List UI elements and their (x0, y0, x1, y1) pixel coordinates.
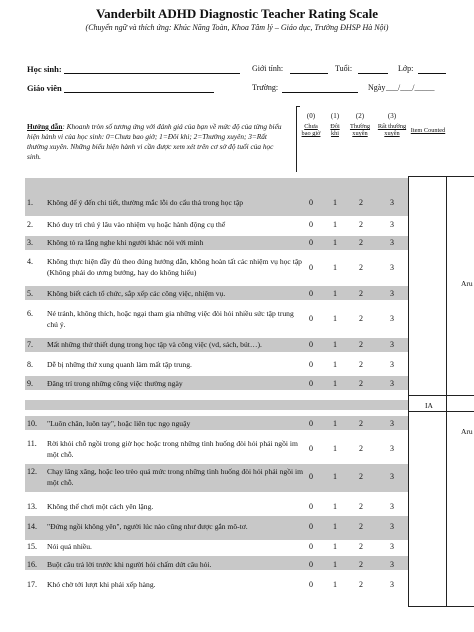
score-3[interactable]: 3 (390, 314, 394, 323)
counted-col-border (446, 176, 447, 606)
score-0[interactable]: 0 (309, 444, 313, 453)
item-text: Không để ý đến chi tiết, thường mắc lỗi do cẩu thả trong học tập (47, 198, 244, 207)
age-label: Tuổi: (335, 64, 353, 73)
school-label: Trường: (252, 83, 279, 92)
instructions-text: : Khoanh tròn số tương ứng với đánh giá của bạn về mức độ của từng biểu hiện hành vi của học sinh: 0=Chưa bao giờ; 1=Đôi khi; 2=Thường xuyên; 3=Rất thường xuyên. Những biểu hiện hành vi cần được xem xét trên cơ sở độ tuổi của học sinh. (27, 122, 282, 161)
score-2[interactable]: 2 (359, 238, 363, 247)
score-2[interactable]: 2 (359, 502, 363, 511)
item-text: Dễ bị những thứ xung quanh làm mất tập trung. (47, 360, 192, 369)
score-2[interactable]: 2 (359, 580, 363, 589)
student-label: Học sinh: (27, 64, 62, 74)
item-number: 17. (27, 580, 37, 589)
score-0[interactable]: 0 (309, 560, 313, 569)
score-0[interactable]: 0 (309, 238, 313, 247)
item-text: Chạy lăng xăng, hoặc leo trèo quá mức trong những tình huống đòi hỏi phải ngồi im một chỗ. (47, 467, 304, 487)
score-2[interactable]: 2 (359, 263, 363, 272)
item-text: Không thể chơi một cách yên lặng. (47, 502, 154, 511)
score-0[interactable]: 0 (309, 419, 313, 428)
score-3[interactable]: 3 (390, 198, 394, 207)
instructions-heading: Hướng dẫn (27, 122, 63, 131)
score-3[interactable]: 3 (390, 444, 394, 453)
item-text: "Đứng ngồi không yên", người lúc nào cũng như được gắn mô-tơ. (47, 522, 248, 531)
score-1[interactable]: 1 (333, 444, 337, 453)
score-0[interactable]: 0 (309, 379, 313, 388)
score-2[interactable]: 2 (359, 340, 363, 349)
item-text: Mất những thứ thiết dụng trong học tập và công việc (vd, sách, bút…). (47, 340, 262, 349)
score-2[interactable]: 2 (359, 472, 363, 481)
score-2[interactable]: 2 (359, 560, 363, 569)
ia-divider-top (408, 395, 474, 396)
class-label: Lớp: (398, 64, 414, 73)
item-text: Không thực hiện đầy đủ theo đúng hướng dẫn, không hoàn tất các nhiệm vụ học tập (Không phải do ương bướng, hay do không hiểu) (47, 257, 302, 277)
score-3[interactable]: 3 (390, 472, 394, 481)
score-1[interactable]: 1 (333, 220, 337, 229)
sex-label: Giới tính: (252, 64, 284, 73)
item-text: Né tránh, không thích, hoặc ngại tham gia những việc đòi hỏi nhiều sức tập trung chú ý. (47, 309, 294, 329)
score-3[interactable]: 3 (390, 263, 394, 272)
item-text: Rời khỏi chỗ ngồi trong giờ học hoặc trong những tình huống đòi hỏi phải ngồi im một chỗ. (47, 439, 298, 459)
school-field[interactable] (282, 83, 358, 93)
item-number: 14. (27, 522, 37, 531)
table-right-border (408, 176, 409, 606)
score-0[interactable]: 0 (309, 314, 313, 323)
score-0[interactable]: 0 (309, 340, 313, 349)
header-divider-left (296, 106, 297, 172)
score-0[interactable]: 0 (309, 542, 313, 551)
side-label-1: Aru (461, 279, 473, 288)
item-number: 7. (27, 340, 33, 349)
teacher-name-field[interactable] (64, 83, 214, 93)
form-subtitle: (Chuyển ngữ và thích ứng: Khúc Năng Toàn, Khoa Tâm lý – Giáo dục, Trường ĐHSP Hà Nội) (85, 23, 389, 32)
score-2[interactable]: 2 (359, 314, 363, 323)
score-1[interactable]: 1 (333, 289, 337, 298)
score-3[interactable]: 3 (390, 419, 394, 428)
col-sometimes: (1) Đôi khi (330, 112, 340, 137)
instructions (27, 122, 289, 162)
score-0[interactable]: 0 (309, 360, 313, 369)
score-3[interactable]: 3 (390, 379, 394, 388)
score-2[interactable]: 2 (359, 289, 363, 298)
score-3[interactable]: 3 (390, 289, 394, 298)
teacher-label: Giáo viên (27, 83, 62, 93)
form-title: Vanderbilt ADHD Diagnostic Teacher Rating Scale (95, 6, 379, 21)
score-3[interactable]: 3 (390, 580, 394, 589)
item-number: 15. (27, 542, 37, 551)
score-2[interactable]: 2 (359, 419, 363, 428)
score-1[interactable]: 1 (333, 340, 337, 349)
score-0[interactable]: 0 (309, 580, 313, 589)
score-3[interactable]: 3 (390, 560, 394, 569)
col-item-counted: Item Counted (410, 127, 446, 134)
item-text: Khó duy trì chú ý lâu vào nhiệm vụ hoặc hành động cụ thể (47, 220, 226, 229)
score-1[interactable]: 1 (333, 522, 337, 531)
score-2[interactable]: 2 (359, 360, 363, 369)
item-number: 9. (27, 379, 33, 388)
item-text: Đãng trí trong những công việc thường ngày (47, 379, 183, 388)
score-0[interactable]: 0 (309, 198, 313, 207)
counted-top-border (408, 176, 474, 177)
score-0[interactable]: 0 (309, 289, 313, 298)
item-number: 13. (27, 502, 37, 511)
item-number: 12. (27, 467, 37, 476)
score-3[interactable]: 3 (390, 360, 394, 369)
score-3[interactable]: 3 (390, 238, 394, 247)
score-1[interactable]: 1 (333, 263, 337, 272)
item-number: 4. (27, 257, 33, 266)
item-number: 6. (27, 309, 33, 318)
score-1[interactable]: 1 (333, 198, 337, 207)
score-3[interactable]: 3 (390, 340, 394, 349)
score-1[interactable]: 1 (333, 472, 337, 481)
score-1[interactable]: 1 (333, 580, 337, 589)
item-number: 1. (27, 198, 33, 207)
item-number: 3. (27, 238, 33, 247)
score-1[interactable]: 1 (333, 542, 337, 551)
score-2[interactable]: 2 (359, 220, 363, 229)
score-1[interactable]: 1 (333, 360, 337, 369)
score-0[interactable]: 0 (309, 220, 313, 229)
header-top-tick (296, 106, 300, 107)
item-text: Khó chờ tới lượt khi phải xếp hàng. (47, 580, 156, 589)
score-2[interactable]: 2 (359, 522, 363, 531)
score-1[interactable]: 1 (333, 379, 337, 388)
score-3[interactable]: 3 (390, 502, 394, 511)
score-1[interactable]: 1 (333, 502, 337, 511)
score-0[interactable]: 0 (309, 263, 313, 272)
col-never: (0) Chưa bao giờ (301, 112, 321, 137)
student-name-field[interactable] (64, 64, 240, 74)
item-text: Không tỏ ra lắng nghe khi người khác nói với mình (47, 238, 204, 247)
score-0[interactable]: 0 (309, 522, 313, 531)
score-1[interactable]: 1 (333, 419, 337, 428)
score-0[interactable]: 0 (309, 502, 313, 511)
item-text: "Luôn chân, luôn tay", hoặc liên tục ngọ nguậy (47, 419, 191, 428)
row-shade-ia (25, 400, 408, 410)
date-field[interactable]: ___/___/_____ (386, 83, 435, 92)
score-3[interactable]: 3 (390, 542, 394, 551)
ia-divider-bottom (408, 411, 474, 412)
item-text: Buột câu trả lời trước khi người hỏi chấm dứt câu hỏi. (47, 560, 212, 569)
score-1[interactable]: 1 (333, 560, 337, 569)
date-label: Ngày (368, 83, 386, 92)
item-number: 11. (27, 439, 37, 448)
score-2[interactable]: 2 (359, 379, 363, 388)
counted-bottom-border (408, 606, 474, 607)
item-number: 8. (27, 360, 33, 369)
score-1[interactable]: 1 (333, 314, 337, 323)
class-field[interactable] (418, 64, 446, 74)
col-very-often: (3) Rất thường xuyên (377, 112, 407, 137)
item-number: 10. (27, 419, 37, 428)
score-3[interactable]: 3 (390, 220, 394, 229)
sex-field[interactable] (290, 64, 328, 74)
item-text: Nói quá nhiều. (47, 542, 92, 551)
side-label-2: Aru (461, 427, 473, 436)
score-2[interactable]: 2 (359, 444, 363, 453)
col-often: (2) Thường xuyên (349, 112, 371, 137)
item-number: 5. (27, 289, 33, 298)
age-field[interactable] (358, 64, 388, 74)
item-number: 16. (27, 560, 37, 569)
score-2[interactable]: 2 (359, 198, 363, 207)
score-2[interactable]: 2 (359, 542, 363, 551)
item-number: 2. (27, 220, 33, 229)
item-text: Không biết cách tổ chức, sắp xếp các công việc, nhiệm vụ. (47, 289, 226, 298)
score-1[interactable]: 1 (333, 238, 337, 247)
score-3[interactable]: 3 (390, 522, 394, 531)
score-0[interactable]: 0 (309, 472, 313, 481)
ia-label: IA (425, 401, 433, 410)
